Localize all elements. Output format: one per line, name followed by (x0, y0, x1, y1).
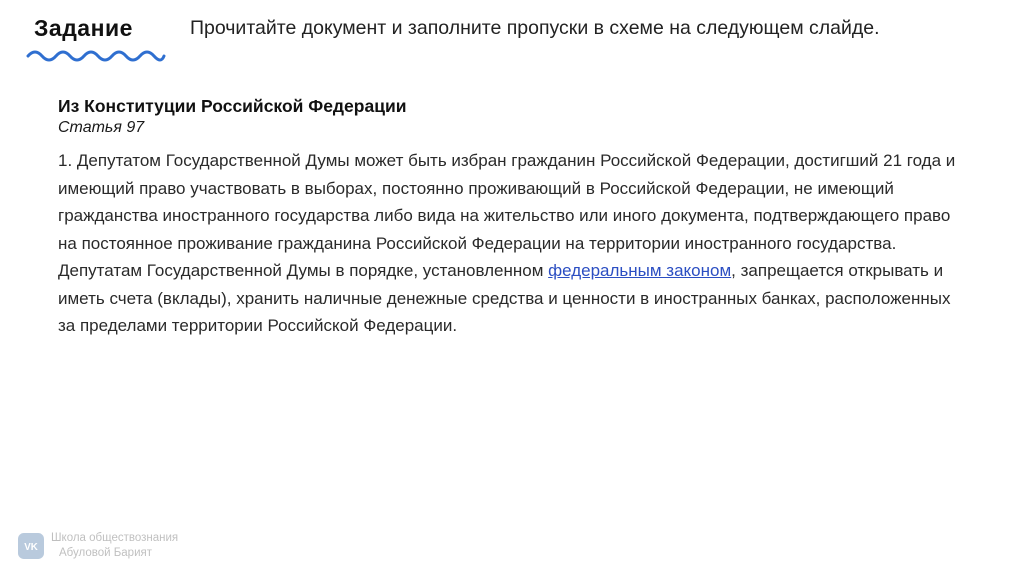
paragraph-part-1: 1. Депутатом Государственной Думы может быть избран гражданин Российской Федерации, достигший 21 года и имеющий право участвовать в выборах, постоянно проживающий в Российской Федерации, не имеющий гражданства иностранного государства либо вида на жительство или иного документа, подтверждающего право на постоянное проживание гражданина Российской Федерации на территории иностранного государства. Депутатам Государственной Думы в порядке, установленном (58, 151, 956, 281)
document-paragraph (58, 147, 958, 340)
footer-line-1: Школа обществознания (51, 532, 179, 545)
footer-line-2: Абуловой Барият (59, 546, 152, 559)
task-badge-label: Задание (34, 15, 133, 41)
svg-text:VK: VK (24, 541, 38, 553)
footer-text (51, 531, 178, 560)
document-block (58, 96, 958, 340)
footer-watermark (18, 531, 178, 560)
federal-law-link[interactable]: федеральным законом (548, 261, 732, 281)
squiggle-underline-icon (26, 47, 166, 65)
task-badge (26, 14, 176, 65)
slide-header (26, 14, 994, 65)
vk-icon (18, 533, 44, 559)
document-title: Из Конституции Российской Федерации (58, 96, 407, 116)
paragraph-part-2: , запрещается открывать и иметь счета (вклады), хранить наличные денежные средства и ценности в иностранных банках, расположенных за пределами территории Российской Федерации. (58, 261, 951, 336)
task-instruction-text: Прочитайте документ и заполните пропуски в схеме на следующем слайде. (190, 17, 880, 39)
document-article-number: Статья 97 (58, 119, 145, 136)
